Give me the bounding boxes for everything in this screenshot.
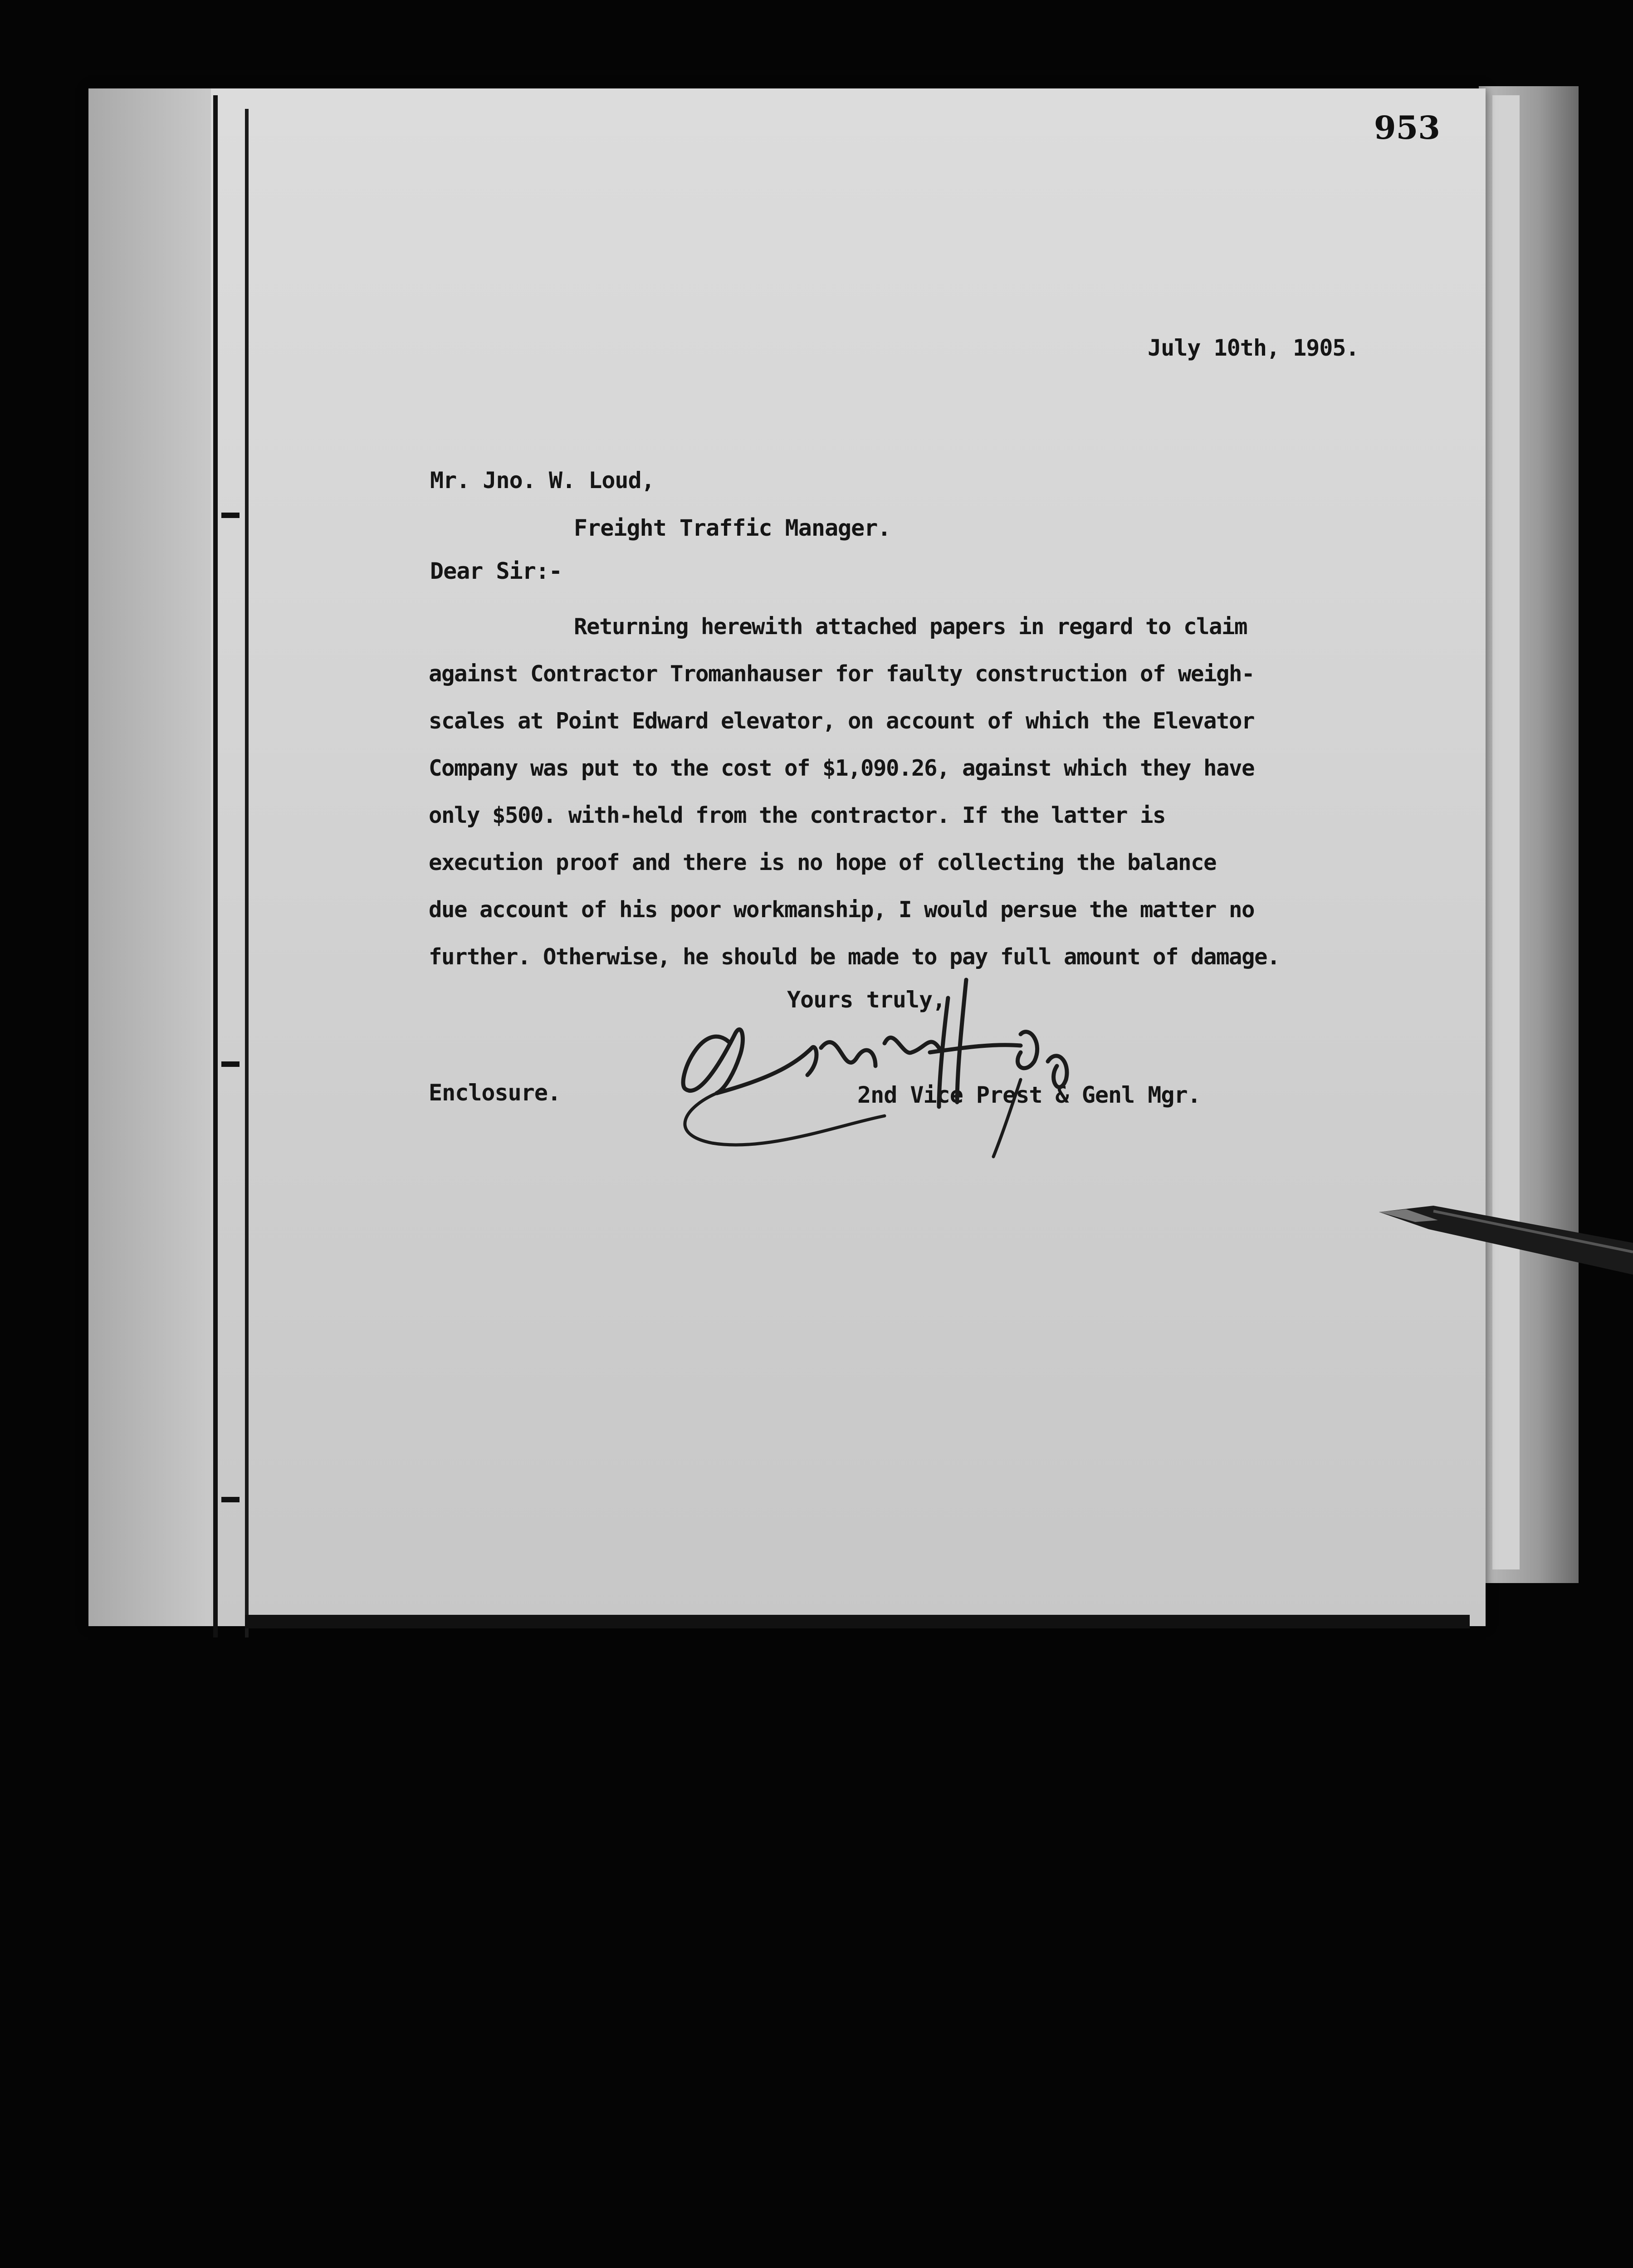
recipient-title: Freight Traffic Manager. bbox=[574, 515, 891, 541]
body-line: only $500. with-held from the contractor. If the latter is bbox=[429, 802, 1166, 828]
binding-line-inner bbox=[245, 109, 249, 1637]
binding-line bbox=[213, 95, 218, 1637]
binding-mark bbox=[221, 513, 240, 518]
letter-date: July 10th, 1905. bbox=[1148, 335, 1359, 361]
closing: Yours truly, bbox=[787, 987, 946, 1013]
body-line: further. Otherwise, he should be made to pay full amount of damage. bbox=[429, 944, 1280, 970]
page-number: 953 bbox=[1374, 109, 1440, 147]
body-line: against Contractor Tromanhauser for faulty construction of weigh- bbox=[429, 661, 1255, 687]
recipient-name: Mr. Jno. W. Loud, bbox=[430, 467, 655, 494]
page-bottom-edge bbox=[245, 1615, 1470, 1628]
signature bbox=[649, 943, 1148, 1161]
body-line: Company was put to the cost of $1,090.26, against which they have bbox=[429, 755, 1255, 781]
letter-body bbox=[429, 603, 1422, 981]
pen-tip bbox=[1379, 1202, 1633, 1275]
body-line: Returning herewith attached papers in regard to claim bbox=[574, 614, 1247, 640]
page-gutter-shadow bbox=[88, 88, 211, 1626]
back-page-edge bbox=[1492, 95, 1520, 1569]
binding-mark bbox=[221, 1497, 240, 1502]
binding-mark bbox=[221, 1061, 240, 1067]
body-line: execution proof and there is no hope of collecting the balance bbox=[429, 850, 1217, 875]
body-line: scales at Point Edward elevator, on account of which the Elevator bbox=[429, 708, 1255, 734]
enclosure-note: Enclosure. bbox=[429, 1080, 561, 1106]
salutation: Dear Sir:- bbox=[430, 558, 562, 584]
body-line: due account of his poor workmanship, I would persue the matter no bbox=[429, 897, 1255, 923]
signer-title: 2nd Vice Prest & Genl Mgr. bbox=[857, 1082, 1201, 1108]
